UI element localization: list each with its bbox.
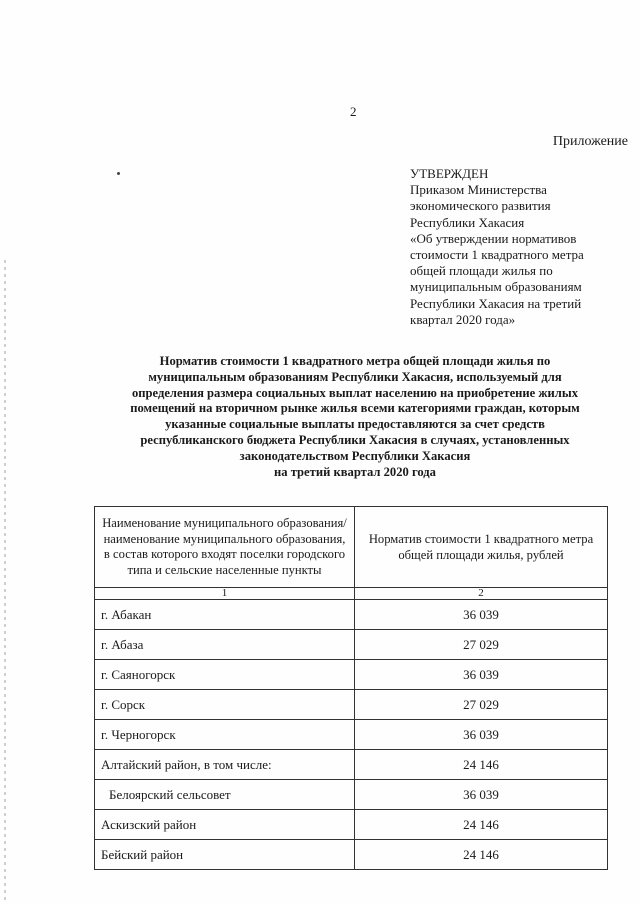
approval-line: квартал 2020 года» bbox=[410, 311, 516, 327]
municipality-name: Алтайский район, в том числе: bbox=[95, 750, 355, 780]
title-line: Норматив стоимости 1 квадратного метра общей площади жилья по bbox=[159, 354, 551, 368]
scan-edge-artifact bbox=[4, 260, 6, 900]
appendix-label: Приложение bbox=[552, 134, 628, 149]
approval-line: Республики Хакасия bbox=[410, 214, 525, 230]
municipality-name: г. Абаза bbox=[95, 630, 355, 660]
document-title bbox=[110, 354, 600, 480]
norm-value: 36 039 bbox=[355, 600, 608, 630]
title-line: республиканского бюджета Республики Хакасия в случаях, установленных bbox=[140, 432, 570, 447]
title-line: определения размера социальных выплат населению на приобретение жилых bbox=[131, 385, 579, 400]
header-municipality: Наименование муниципального образования/ наименование муниципального образования, в состав которого входят поселки городского типа и сельские населенные пункты bbox=[95, 507, 355, 588]
municipality-name: Белоярский сельсовет bbox=[95, 780, 355, 810]
title-line: помещений на вторичном рынке жилья всеми категориями граждан, которым bbox=[130, 401, 580, 416]
municipality-name: г. Саяногорск bbox=[95, 660, 355, 690]
approval-line: стоимости 1 квадратного метра bbox=[410, 247, 584, 263]
municipality-name: г. Черногорск bbox=[95, 720, 355, 750]
municipality-name: Аскизский район bbox=[95, 810, 355, 840]
norm-value: 24 146 bbox=[355, 810, 608, 840]
approval-line: муниципальным образованиям bbox=[410, 279, 582, 295]
table-row bbox=[95, 690, 608, 720]
norm-value: 36 039 bbox=[355, 720, 608, 750]
page-number: 2 bbox=[350, 104, 357, 119]
norm-value: 36 039 bbox=[355, 780, 608, 810]
approval-block bbox=[410, 166, 610, 328]
approval-line: общей площади жилья по bbox=[410, 263, 553, 279]
norm-value: 24 146 bbox=[355, 840, 608, 870]
norm-value: 27 029 bbox=[355, 630, 608, 660]
table-row bbox=[95, 720, 608, 750]
municipality-name: Бейский район bbox=[95, 840, 355, 870]
approval-line: УТВЕРЖДЕН bbox=[410, 166, 489, 181]
column-number-row bbox=[95, 588, 608, 600]
title-line: законодательством Республики Хакасия bbox=[239, 448, 471, 463]
approval-line: Республики Хакасия на третий bbox=[410, 295, 582, 311]
table-header-row bbox=[95, 507, 608, 588]
table-row bbox=[95, 600, 608, 630]
approval-line: экономического развития bbox=[410, 198, 551, 214]
municipality-name: г. Абакан bbox=[95, 600, 355, 630]
table-row bbox=[95, 630, 608, 660]
municipality-name: г. Сорск bbox=[95, 690, 355, 720]
title-line: муниципальным образованиям Республики Хакасия, используемый для bbox=[148, 369, 562, 384]
title-line: указанные социальные выплаты предоставляются за счет средств bbox=[165, 417, 545, 432]
header-norm: Норматив стоимости 1 квадратного метра общей площади жилья, рублей bbox=[355, 507, 608, 588]
table-row bbox=[95, 750, 608, 780]
column-number: 2 bbox=[355, 588, 608, 600]
table-row bbox=[95, 840, 608, 870]
table-row bbox=[95, 810, 608, 840]
table-row bbox=[95, 660, 608, 690]
title-line: на третий квартал 2020 года bbox=[274, 464, 436, 479]
approval-line: «Об утверждении нормативов bbox=[410, 230, 577, 246]
norm-value: 27 029 bbox=[355, 690, 608, 720]
column-number: 1 bbox=[95, 588, 355, 600]
norms-table bbox=[94, 506, 608, 870]
approval-line: Приказом Министерства bbox=[410, 182, 547, 198]
scan-speck bbox=[117, 172, 120, 175]
norm-value: 36 039 bbox=[355, 660, 608, 690]
table-row bbox=[95, 780, 608, 810]
norm-value: 24 146 bbox=[355, 750, 608, 780]
